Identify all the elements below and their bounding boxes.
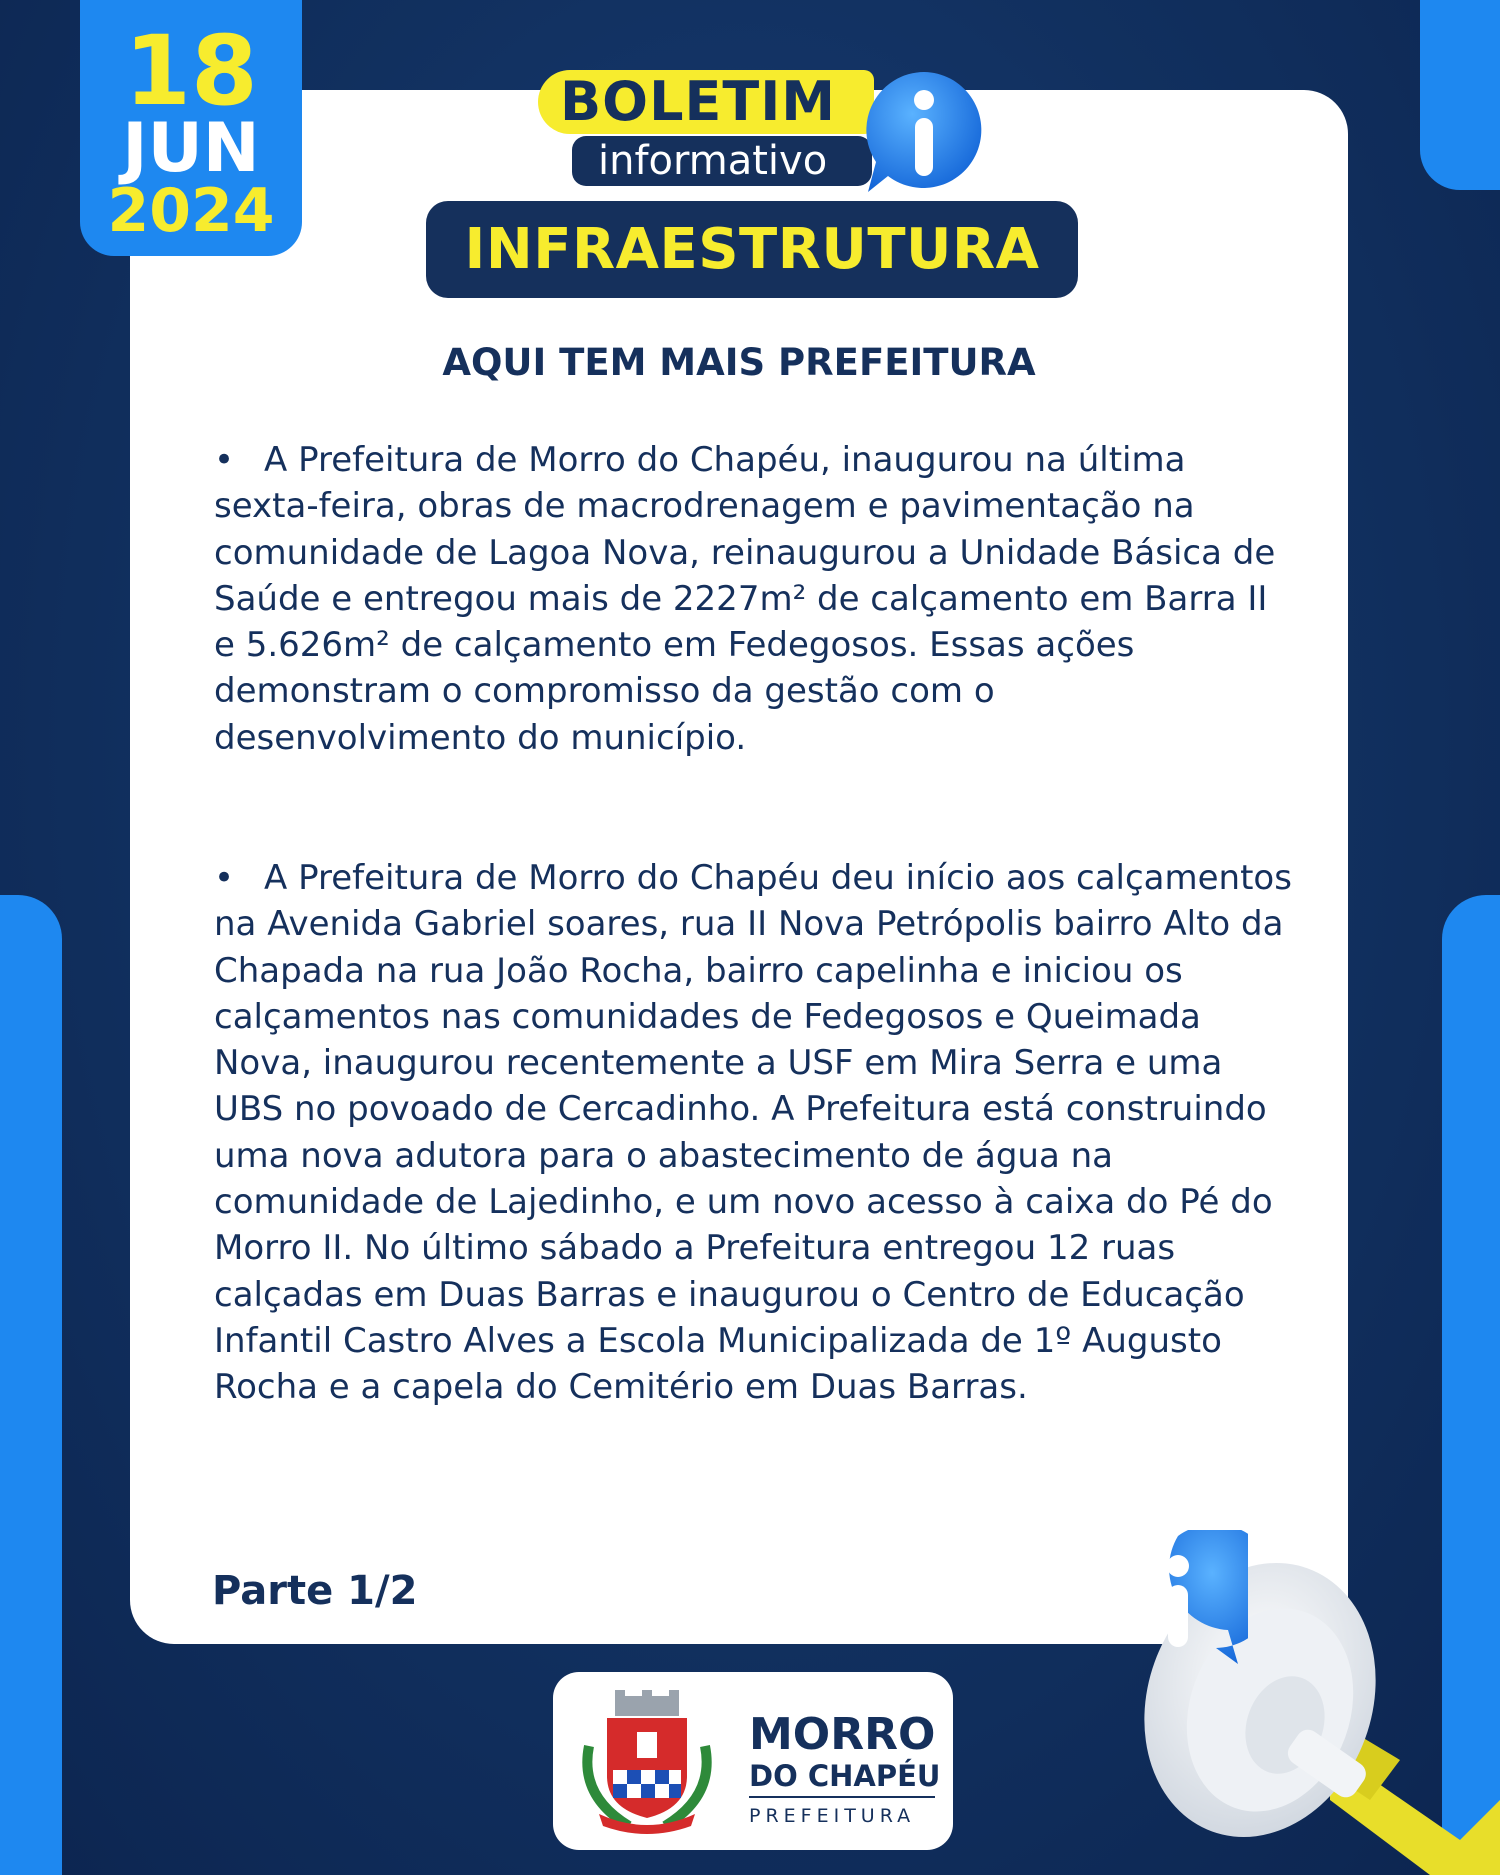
brand-name-line2: DO CHAPÉU — [749, 1759, 941, 1793]
date-badge — [80, 0, 302, 256]
section-title: INFRAESTRUTURA — [426, 201, 1078, 298]
paragraph-2 — [214, 855, 1294, 1411]
date-day: 18 — [124, 15, 258, 127]
municipal-crest-icon — [569, 1686, 725, 1836]
date-year: 2024 — [107, 176, 275, 246]
brand-divider — [749, 1796, 935, 1798]
brand-name-line3: PREFEITURA — [749, 1805, 916, 1827]
paragraph-1-text: A Prefeitura de Morro do Chapéu, inaugurou na última sexta-feira, obras de macrodrenagem e pavimentação na comunidade de Lagoa Nova, reinaugurou a Unidade Básica de Saúde e entregou mais de 2227m² de calçamento em Barra II e 5.626m² de calçamento em Fedegosos. Essas ações demonstram o compromisso da gestão com o desenvolvimento do município. — [214, 440, 1276, 758]
bullet-icon: • — [214, 440, 235, 480]
info-bubble-icon-bottom — [1108, 1530, 1248, 1670]
decor-side-left — [0, 895, 62, 1875]
brand-card — [553, 1672, 953, 1850]
decor-corner-top-right — [1420, 0, 1500, 190]
part-label: Parte 1/2 — [212, 1568, 418, 1614]
paragraph-2-text: A Prefeitura de Morro do Chapéu deu início aos calçamentos na Avenida Gabriel soares, rua II Nova Petrópolis bairro Alto da Chapada na rua João Rocha, bairro capelinha e iniciou os calçamentos nas comunidades de Fedegosos e Queimada Nova, inaugurou recentemente a USF em Mira Serra e uma UBS no povoado de Cercadinho. A Prefeitura está construindo uma nova adutora para o abastecimento de água na comunidade de Lajedinho, e um novo acesso à caixa do Pé do Morro II. No último sábado a Prefeitura entregou 12 ruas calçadas em Duas Barras e inaugurou o Centro de Educação Infantil Castro Alves a Escola Municipalizada de 1º Augusto Rocha e a capela do Cemitério em Duas Barras. — [214, 858, 1292, 1408]
info-bubble-icon — [858, 66, 990, 198]
subtitle: AQUI TEM MAIS PREFEITURA — [442, 341, 1036, 384]
boletim-title: BOLETIM — [538, 70, 874, 134]
brand-name-line1: MORRO — [749, 1709, 936, 1760]
bullet-icon: • — [214, 858, 235, 898]
paragraph-1 — [214, 437, 1294, 761]
informativo-label: informativo — [572, 136, 872, 186]
date-month: JUN — [122, 109, 260, 188]
